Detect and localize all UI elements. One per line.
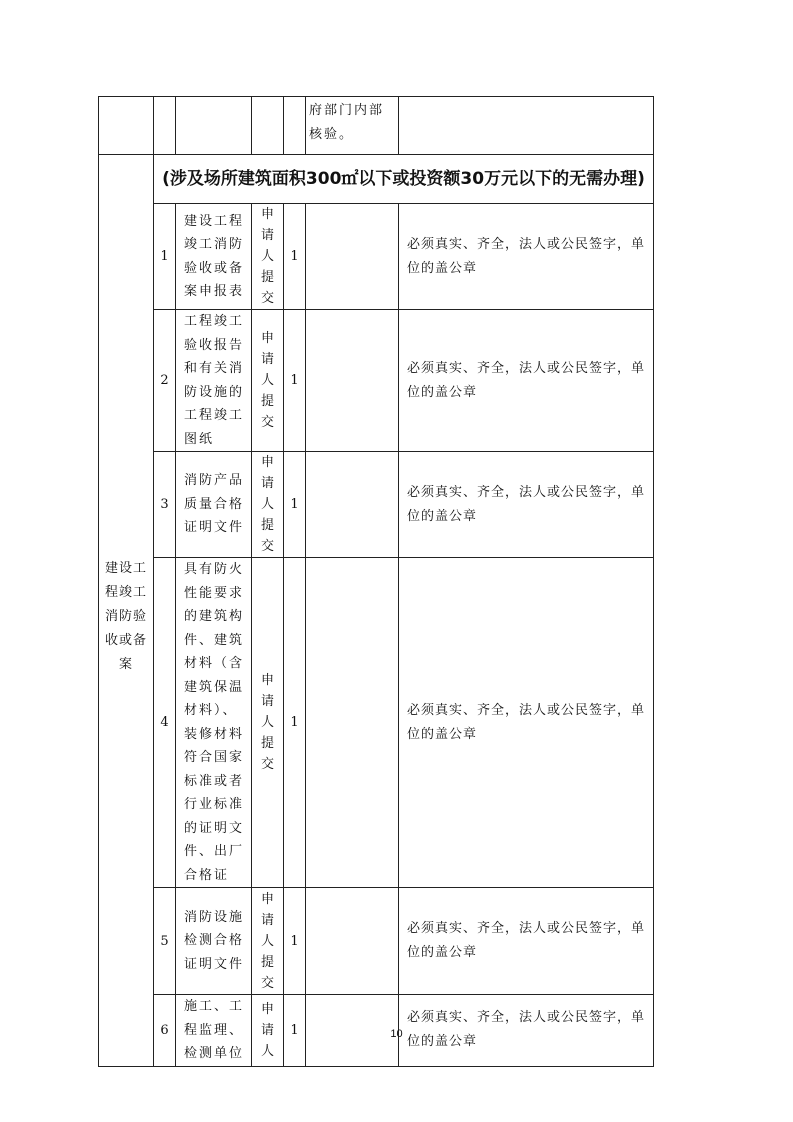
- form: [306, 452, 399, 558]
- requirement: 必须真实、齐全，法人或公民签字，单位的盖公章: [399, 310, 654, 452]
- requirement: 必须真实、齐全，法人或公民签字，单位的盖公章: [399, 888, 654, 995]
- material-source: 申请人提交: [252, 310, 284, 452]
- form: [306, 888, 399, 995]
- table-row-continued: [99, 97, 654, 155]
- cell-desc: 府部门内部核验。: [306, 97, 399, 155]
- table-row: [99, 558, 654, 888]
- requirement: 必须真实、齐全，法人或公民签字，单位的盖公章: [399, 558, 654, 888]
- form: [306, 558, 399, 888]
- page-number: 10: [390, 1028, 403, 1040]
- material-name: 施工、工程监理、检测单位: [176, 995, 252, 1067]
- form: [306, 204, 399, 310]
- material-name: 建设工程竣工消防验收或备案申报表: [176, 204, 252, 310]
- materials-table: [98, 96, 654, 1067]
- copies: 1: [284, 558, 306, 888]
- material-source: 申请人提交: [252, 204, 284, 310]
- material-name: 具有防火性能要求的建筑构件、建筑材料（含建筑保温材料）、装修材料符合国家标准或者行业标准的证明文件、出厂合格证: [176, 558, 252, 888]
- row-number: 5: [154, 888, 176, 995]
- requirement: 必须真实、齐全，法人或公民签字，单位的盖公章: [399, 452, 654, 558]
- copies: 1: [284, 452, 306, 558]
- table-row: [99, 452, 654, 558]
- table-row: [99, 888, 654, 995]
- requirement: 必须真实、齐全，法人或公民签字，单位的盖公章: [399, 995, 654, 1067]
- material-name: 工程竣工验收报告和有关消防设施的工程竣工图纸: [176, 310, 252, 452]
- item-name-cell: 建设工程竣工消防验收或备案: [99, 155, 154, 1067]
- copies: 1: [284, 310, 306, 452]
- material-name: 消防设施检测合格证明文件: [176, 888, 252, 995]
- row-number: 6: [154, 995, 176, 1067]
- table-row: [99, 204, 654, 310]
- material-source: 申请人提交: [252, 452, 284, 558]
- material-name: 消防产品质量合格证明文件: [176, 452, 252, 558]
- requirement: 必须真实、齐全，法人或公民签字，单位的盖公章: [399, 204, 654, 310]
- row-number: 4: [154, 558, 176, 888]
- copies: 1: [284, 204, 306, 310]
- material-source: 申请人: [252, 995, 284, 1067]
- copies: 1: [284, 995, 306, 1067]
- table-row: [99, 310, 654, 452]
- section-header-note: (涉及场所建筑面积300㎡以下或投资额30万元以下的无需办理): [154, 155, 654, 204]
- section-header-row: [99, 155, 654, 204]
- material-source: 申请人提交: [252, 888, 284, 995]
- row-number: 1: [154, 204, 176, 310]
- row-number: 3: [154, 452, 176, 558]
- form: [306, 310, 399, 452]
- copies: 1: [284, 888, 306, 995]
- material-source: 申请人提交: [252, 558, 284, 888]
- row-number: 2: [154, 310, 176, 452]
